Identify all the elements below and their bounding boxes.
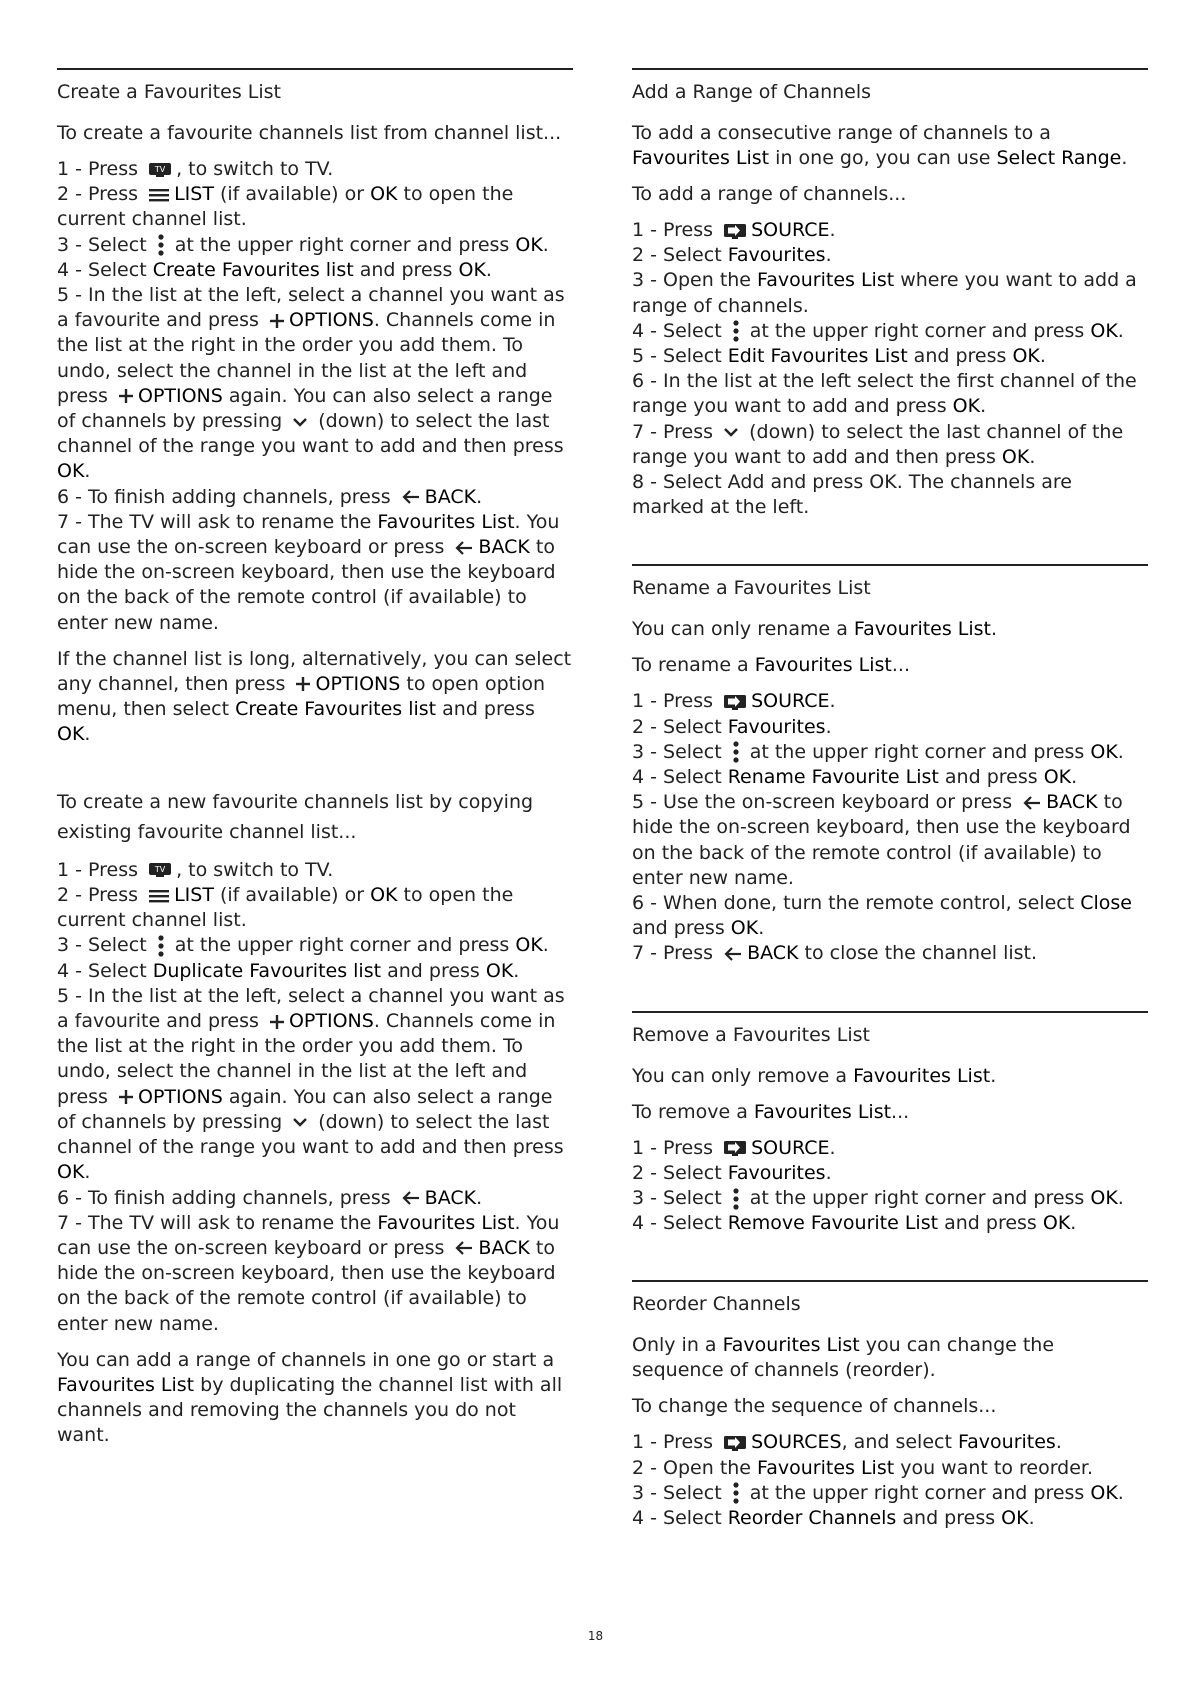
section-title: Remove a Favourites List: [632, 1023, 870, 1046]
intro-text: Only in a Favourites List you can change the sequence of channels (reorder).: [632, 1334, 1055, 1382]
note-text: You can add a range of channels in one go or start a Favourites List by duplicating the channel list with all channels and removing the channels you do not want.: [57, 1348, 563, 1446]
step-5: 5 - Use the on-screen keyboard or press BACK to hide the on-screen keyboard, then use the keyboard on the back of the remote control (if available) to enter new name.: [632, 791, 1131, 889]
back-arrow-icon: [723, 946, 743, 962]
step-3: 3 - Select at the upper right corner and press OK.: [57, 934, 549, 957]
create-favourites-section: [57, 68, 573, 1448]
step-5: 5 - In the list at the left, select a channel you want as a favourite and press OPTIONS. Channels come in the list at the right in the order you add them. To undo, select the channel in the list at the left and press OPTIONS again. You can also select a range of channels by pressing (down) to select the last channel of the range you want to add and then press OK.: [57, 984, 565, 1184]
source-icon: [723, 1139, 747, 1157]
tv-icon: [148, 862, 172, 878]
plus-icon: [118, 1089, 134, 1105]
section-title: Rename a Favourites List: [632, 577, 871, 600]
add-range-section: [632, 68, 1148, 520]
step-3: 3 - Open the Favourites List where you want to add a range of channels.: [632, 269, 1137, 317]
source-icon: [723, 693, 747, 711]
step-7: 7 - The TV will ask to rename the Favourites List. You can use the on-screen keyboard or press BACK to hide the on-screen keyboard, then use the keyboard on the back of the remote control (if available) to enter new name.: [57, 510, 560, 634]
step-1: 1 - Press SOURCE.: [632, 690, 836, 713]
step-4: 4 - Select Create Favourites list and press OK.: [57, 258, 492, 281]
step-4: 4 - Select Remove Favourite List and press OK.: [632, 1212, 1077, 1235]
tv-icon: [148, 162, 172, 178]
source-icon: [723, 222, 747, 240]
step-2: 2 - Select Favourites.: [632, 715, 832, 738]
left-column: [57, 68, 573, 1492]
step-list: [57, 157, 573, 636]
right-column: [632, 68, 1148, 1575]
lead-text: To rename a Favourites List...: [632, 654, 910, 677]
step-6: 6 - To finish adding channels, press BACK.: [57, 1186, 483, 1209]
chevron-down-icon: [723, 426, 739, 438]
svg-text:TV: TV: [154, 865, 166, 875]
section-title: Add a Range of Channels: [632, 81, 872, 103]
list-icon: [148, 187, 170, 203]
step-5: 5 - In the list at the left, select a channel you want as a favourite and press OPTIONS. Channels come in the list at the right in the order you add them. To undo, select the channel in the list at the left and press OPTIONS again. You can also select a range of channels by pressing (down) to select the last channel of the range you want to add and then press OK.: [57, 284, 565, 483]
more-options-icon: [157, 935, 165, 957]
intro-text: You can only remove a Favourites List.: [632, 1064, 997, 1087]
step-list: [57, 858, 573, 1337]
back-arrow-icon: [401, 489, 421, 505]
step-2: 2 - Press LIST (if available) or OK to open the current channel list.: [57, 884, 514, 932]
step-list: [632, 218, 1148, 520]
step-2: 2 - Press LIST (if available) or OK to open the current channel list.: [57, 183, 514, 231]
step-6: 6 - In the list at the left select the first channel of the range you want to add and press OK.: [632, 370, 1137, 418]
plus-icon: [269, 1014, 285, 1030]
plus-icon: [295, 676, 311, 692]
list-icon: [148, 888, 170, 904]
step-3: 3 - Select at the upper right corner and press OK.: [57, 233, 549, 256]
step-2: 2 - Select Favourites.: [632, 244, 832, 267]
reorder-section: [632, 1280, 1148, 1531]
step-4: 4 - Select Duplicate Favourites list and press OK.: [57, 959, 520, 982]
more-options-icon: [732, 741, 740, 763]
step-list: [632, 1136, 1148, 1237]
section-title: Reorder Channels: [632, 1293, 801, 1316]
step-7: 7 - The TV will ask to rename the Favourites List. You can use the on-screen keyboard or press BACK to hide the on-screen keyboard, then use the keyboard on the back of the remote control (if available) to enter new name.: [57, 1211, 560, 1335]
step-1: 1 - Press TV , to switch to TV.: [57, 858, 334, 881]
chevron-down-icon: [292, 1116, 308, 1128]
step-5: 5 - Select Edit Favourites List and press OK.: [632, 345, 1046, 368]
copy-list-heading: To create a new favourite channels list by copying existing favourite channel list...: [57, 790, 534, 843]
lead-text: To remove a Favourites List...: [632, 1100, 910, 1123]
page-number: 18: [587, 1629, 604, 1643]
intro-text: To add a consecutive range of channels to a Favourites List in one go, you can use Select Range.: [632, 122, 1128, 169]
lead-text: To add a range of channels...: [632, 183, 907, 205]
step-list: [632, 689, 1148, 966]
step-3: 3 - Select at the upper right corner and press OK.: [632, 1187, 1124, 1210]
note-text: If the channel list is long, alternatively, you can select any channel, then press OPTIONS to open option menu, then select Create Favourites list and press OK.: [57, 647, 572, 745]
step-7: 7 - Press (down) to select the last channel of the range you want to add and then press OK.: [632, 420, 1124, 468]
more-options-icon: [732, 320, 740, 342]
more-options-icon: [157, 234, 165, 256]
step-7: 7 - Press BACK to close the channel list.: [632, 942, 1038, 965]
step-1: 1 - Press TV , to switch to TV.: [57, 158, 334, 180]
step-1: 1 - Press SOURCE.: [632, 219, 836, 241]
plus-icon: [118, 388, 134, 404]
step-2: 2 - Select Favourites.: [632, 1161, 832, 1184]
step-2: 2 - Open the Favourites List you want to reorder.: [632, 1456, 1094, 1479]
step-8: 8 - Select Add and press OK. The channels are marked at the left.: [632, 471, 1072, 519]
step-3: 3 - Select at the upper right corner and press OK.: [632, 740, 1124, 763]
back-arrow-icon: [454, 540, 474, 556]
section-title: Create a Favourites List: [57, 81, 281, 103]
step-3: 3 - Select at the upper right corner and press OK.: [632, 1481, 1124, 1504]
remove-section: [632, 1011, 1148, 1237]
step-1: 1 - Press SOURCE.: [632, 1136, 836, 1159]
back-arrow-icon: [1022, 795, 1042, 811]
step-6: 6 - To finish adding channels, press BACK.: [57, 485, 483, 508]
back-arrow-icon: [401, 1190, 421, 1206]
svg-text:TV: TV: [154, 164, 166, 174]
intro-text: To create a favourite channels list from channel list...: [57, 122, 562, 144]
step-4: 4 - Select Reorder Channels and press OK.: [632, 1507, 1035, 1530]
step-list: [632, 1430, 1148, 1531]
back-arrow-icon: [454, 1240, 474, 1256]
step-6: 6 - When done, turn the remote control, select Close and press OK.: [632, 892, 1132, 940]
step-4: 4 - Select at the upper right corner and press OK.: [632, 319, 1124, 342]
intro-text: You can only rename a Favourites List.: [632, 618, 998, 641]
plus-icon: [269, 313, 285, 329]
chevron-down-icon: [292, 416, 308, 428]
step-1: 1 - Press SOURCES, and select Favourites.: [632, 1431, 1062, 1454]
source-icon: [723, 1434, 747, 1452]
lead-text: To change the sequence of channels...: [632, 1395, 997, 1418]
rename-section: [632, 564, 1148, 966]
step-4: 4 - Select Rename Favourite List and press OK.: [632, 766, 1078, 789]
more-options-icon: [732, 1482, 740, 1504]
more-options-icon: [732, 1188, 740, 1210]
